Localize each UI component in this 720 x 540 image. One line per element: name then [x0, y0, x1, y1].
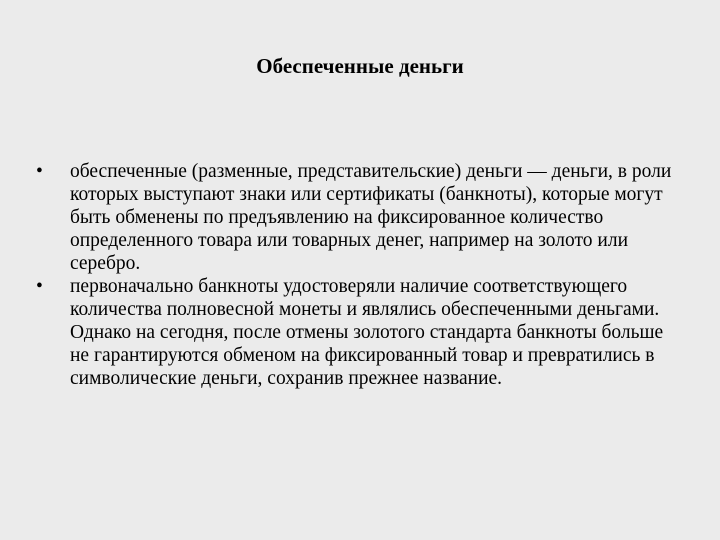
bullet-text-backed-money: обеспеченные (разменные, представительские) деньги — деньги, в роли которых выступают знаки или сертификаты (банкноты), которые могут быть обменены по предъявлению на фиксированное количество определенного товара или товарных денег, например на золото или серебро. — [70, 161, 672, 274]
bullet-list — [36, 160, 676, 390]
slide-title: Обеспеченные деньги — [256, 54, 464, 78]
bullet-item-banknotes-history — [36, 275, 676, 390]
bullet-icon: • — [36, 276, 43, 297]
bullet-text-banknotes-history: первоначально банкноты удостоверяли наличие соответствующего количества полновесной монеты и являлись обеспеченными деньгами. Однако на сегодня, после отмены золотого стандарта банкноты больше не гарантируются обменом на фиксированный товар и превратились в символические деньги, сохранив прежнее название. — [70, 276, 664, 389]
bullet-item-backed-money — [36, 160, 676, 275]
bullet-icon: • — [36, 161, 43, 182]
